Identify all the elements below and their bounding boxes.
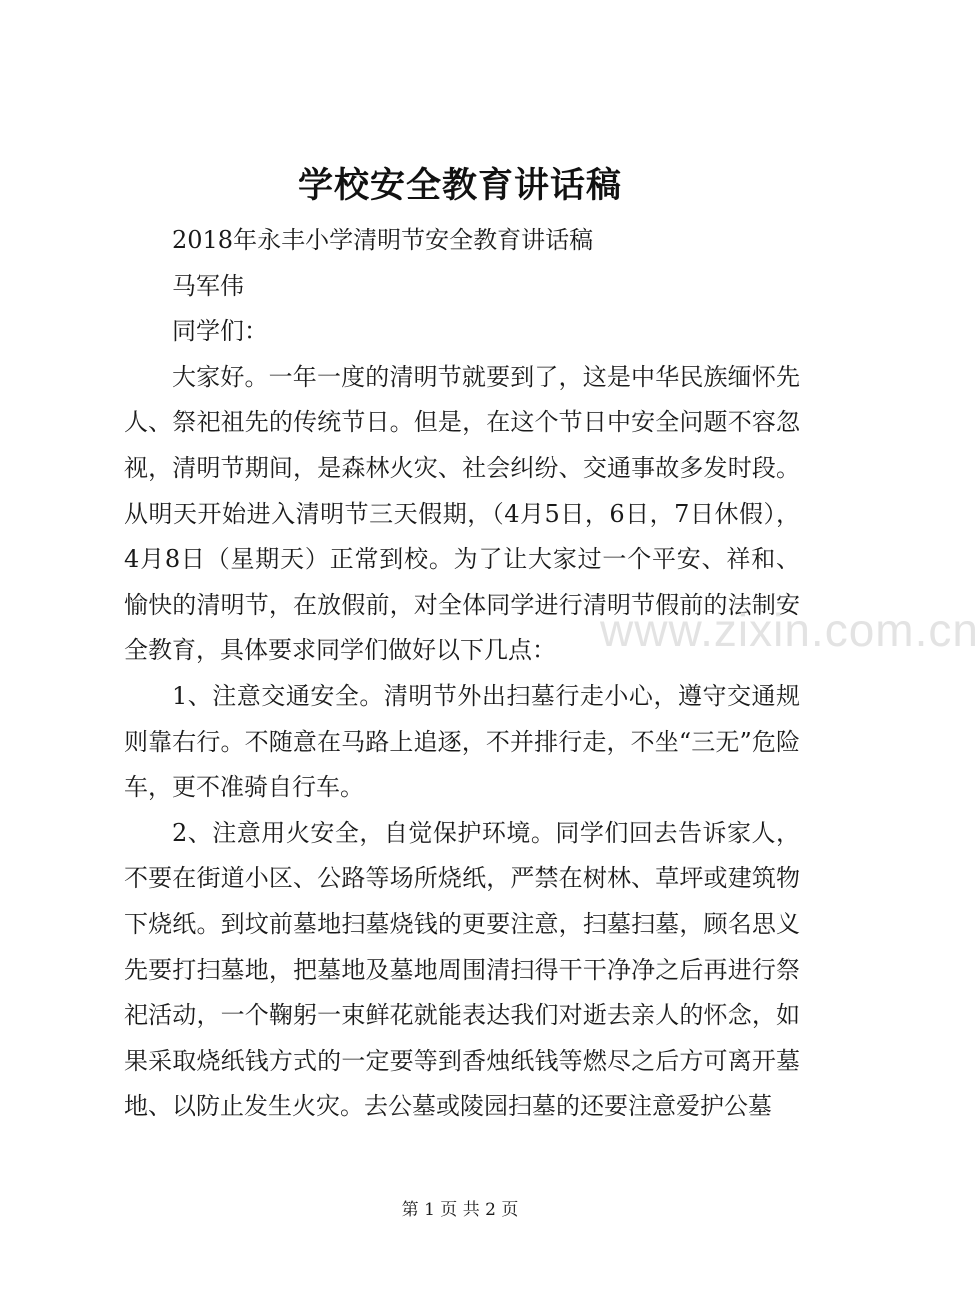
paragraph-fire-safety: 2、注意用火安全，自觉保护环境。同学们回去告诉家人，不要在街道小区、公路等场所烧纸，严禁在树林、草坪或建筑物下烧纸。到坟前墓地扫墓烧钱的更要注意，扫墓扫墓，顾名思义先要打扫墓地，把墓地及墓地周围清扫得干干净净之后再进行祭祀活动，一个鞠躬一束鲜花就能表达我们对逝去亲人的怀念，如果采取烧纸钱方式的一定要等到香烛纸钱等燃尽之后方可离开墓地、以防止发生火灾。去公墓或陵园扫墓的还要注意爱护公墓 <box>124 818 800 1121</box>
page-footer: 第 1 页 共 2 页 <box>401 1200 519 1220</box>
paragraph-traffic-safety: 1、注意交通安全。清明节外出扫墓行走小心，遵守交通规则靠右行。不随意在马路上追逐，不并排行走，不坐“三无”危险车，更不准骑自行车。 <box>124 681 800 802</box>
watermark: www.zixin.com.cn <box>600 604 979 656</box>
document-title: 学校安全教育讲话稿 <box>297 165 622 206</box>
paragraph-salutation: 同学们： <box>172 317 268 346</box>
paragraph-intro: 大家好。一年一度的清明节就要到了，这是中华民族缅怀先人、祭祀祖先的传统节日。但是，在这个节日中安全问题不容忽视，清明节期间，是森林火灾、社会纠纷、交通事故多发时段。从明天开始进入清明节三天假期，（4月5日，6日，7日休假），4月8日（星期天）正常到校。为了让大家过一个平安、祥和、愉快的清明节，在放假前，对全体同学进行清明节假前的法制安全教育，具体要求同学们做好以下几点： <box>124 362 800 665</box>
document-body <box>124 218 800 1130</box>
paragraph-author: 马军伟 <box>172 271 244 300</box>
paragraph-subtitle: 2018年永丰小学清明节安全教育讲话稿 <box>172 226 594 254</box>
